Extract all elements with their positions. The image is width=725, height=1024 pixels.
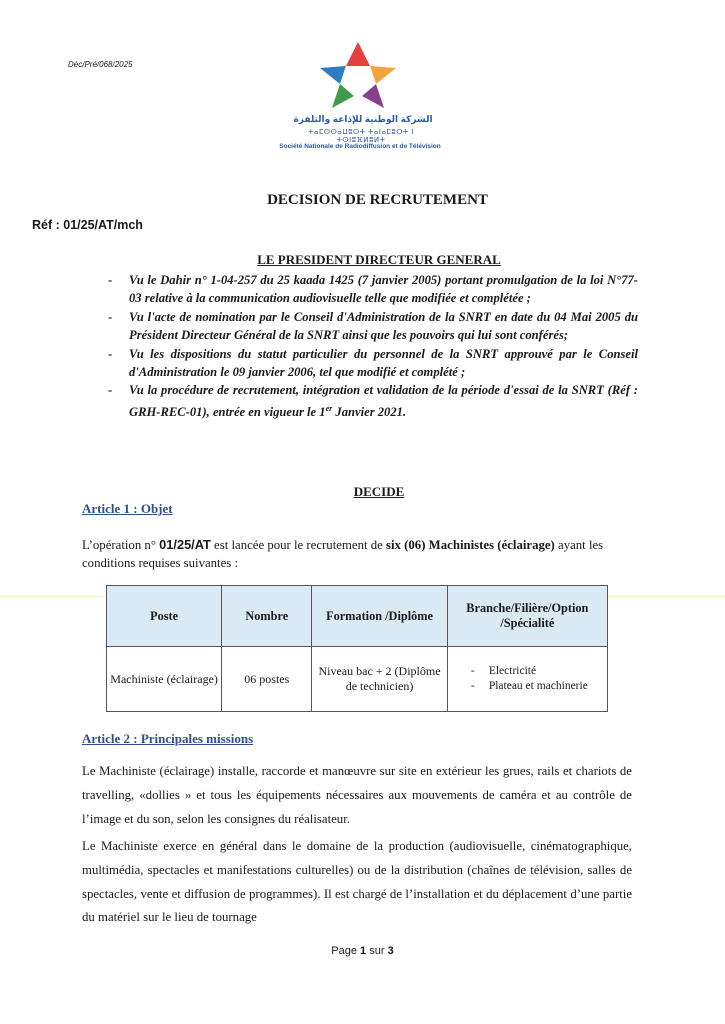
branch-item: - Plateau et machinerie — [470, 680, 588, 692]
authority-heading: LE PRESIDENT DIRECTEUR GENERAL — [257, 252, 501, 267]
cell-poste: Machiniste (éclairage) — [107, 647, 222, 712]
org-name-french: Société Nationale de Radiodiffusion et de Télévision — [279, 143, 441, 150]
column-header-nombre: Nombre — [222, 586, 312, 647]
org-name-tifinagh: ⵜⴰⵎⵙⵙⴰⵡⵓⵔⵜ ⵜⴰⵏⴰⵎⵓⵔⵜ ⵏ ⵜⵙⵏⵓⴼⵍⵓⵍⵜ — [308, 129, 414, 144]
positions-count: six (06) Machinistes (éclairage) — [386, 538, 555, 552]
consideration-item: - Vu les dispositions du statut particulier du personnel de la SNRT approuvé par le Conseil d'Administration le 09 janvier 2006, tel que modifié et complété ; — [108, 346, 638, 380]
snrt-star-logo — [318, 40, 398, 110]
org-name-arabic: الشركة الوطنية للإذاعة والتلفزة — [293, 114, 433, 124]
document-reference: Déc/Pré/068/2025 — [68, 60, 133, 69]
article-1-intro — [82, 536, 642, 572]
page-label: Page — [331, 945, 361, 957]
document-title: DECISION DE RECRUTEMENT — [267, 192, 488, 208]
considerations-list — [108, 271, 638, 421]
consideration-text: Vu l'acte de nomination par le Conseil d'Administration de la SNRT en date du 04 Mai 2005 du Président Directeur Général de la SNRT ainsi que les pouvoirs qui lui sont conférés; — [129, 309, 638, 343]
intro-text: est lancée pour le recrutement de — [210, 538, 387, 552]
cell-formation: Niveau bac + 2 (Diplôme de technicien) — [312, 647, 447, 712]
column-header-poste: Poste — [107, 586, 222, 647]
branch-text: Electricité — [488, 665, 537, 677]
consideration-text: Vu le Dahir n° 1-04-257 du 25 kaada 1425 (7 janvier 2005) portant promulgation de la loi N°77-03 relative à la communication audiovisuelle telle que modifiée et complétée ; — [129, 273, 638, 306]
table-row — [107, 647, 608, 712]
page-footer — [0, 945, 725, 957]
consideration-text: Vu la procédure de recrutement, intégration et validation de la période d'essai de la SNRT (Réf : GRH-REC-01), entrée en vigueur le 1er Janvier 2021. — [129, 383, 638, 420]
article-2-paragraph: Le Machiniste exerce en général dans le domaine de la production (audiovisuelle, cinématographique, multimédia, spectacles et manifestations culturelles) ou de la distribution (chaînes de télévision, salles de spectacles, vente et diffusion de programmes). Il est chargé de l’installation et du déplacement d’une partie du matériel sur le lieu de tournage — [82, 839, 632, 925]
cell-branches — [447, 647, 607, 712]
requirements-table — [106, 585, 608, 712]
consideration-item: - Vu le Dahir n° 1-04-257 du 25 kaada 1425 (7 janvier 2005) portant promulgation de la loi N°77-03 relative à la communication audiovisuelle telle que modifiée et complétée ; — [108, 273, 638, 306]
branch-item: - Electricité — [470, 665, 537, 677]
branch-text: Plateau et machinerie — [488, 680, 588, 692]
decision-reference: Réf : 01/25/AT/mch — [32, 218, 143, 232]
decide-heading: DECIDE — [353, 484, 405, 499]
column-header-formation: Formation /Diplôme — [312, 586, 447, 647]
cell-nombre: 06 postes — [222, 647, 312, 712]
column-header-branche: Branche/Filière/Option /Spécialité — [447, 586, 607, 647]
intro-text: ayant les conditions requises suivantes : — [82, 538, 604, 570]
article-1-heading: Article 1 : Objet — [82, 501, 173, 516]
intro-text: L’opération n° — [82, 538, 160, 552]
article-2-heading: Article 2 : Principales missions — [82, 731, 254, 746]
consideration-item: - Vu l'acte de nomination par le Conseil d'Administration de la SNRT en date du 04 Mai 2005 du Président Directeur Général de la SNRT ainsi que les pouvoirs qui lui sont conférés; — [108, 309, 638, 343]
page-number: 1 — [360, 945, 367, 957]
operation-reference: 01/25/AT — [159, 537, 211, 552]
table-header-row — [107, 586, 608, 647]
article-2-paragraph: Le Machiniste (éclairage) installe, raccorde et manœuvre sur site en extérieur les grues, rails et chariots de travelling, «dollies » et tous les équipements nécessaires aux mouvements de caméra et au contrôle de l’image et du son, selon les consignes du réalisateur. — [82, 764, 632, 826]
page-total: 3 — [387, 945, 394, 957]
consideration-item: - Vu la procédure de recrutement, intégration et validation de la période d'essai de la SNRT (Réf : GRH-REC-01), entrée en vigueur le 1er Janvier 2021. — [108, 383, 638, 420]
page-label: sur — [366, 945, 388, 957]
consideration-text: Vu les dispositions du statut particulier du personnel de la SNRT approuvé par le Conseil d'Administration le 09 janvier 2006, tel que modifié et complété ; — [129, 346, 638, 380]
